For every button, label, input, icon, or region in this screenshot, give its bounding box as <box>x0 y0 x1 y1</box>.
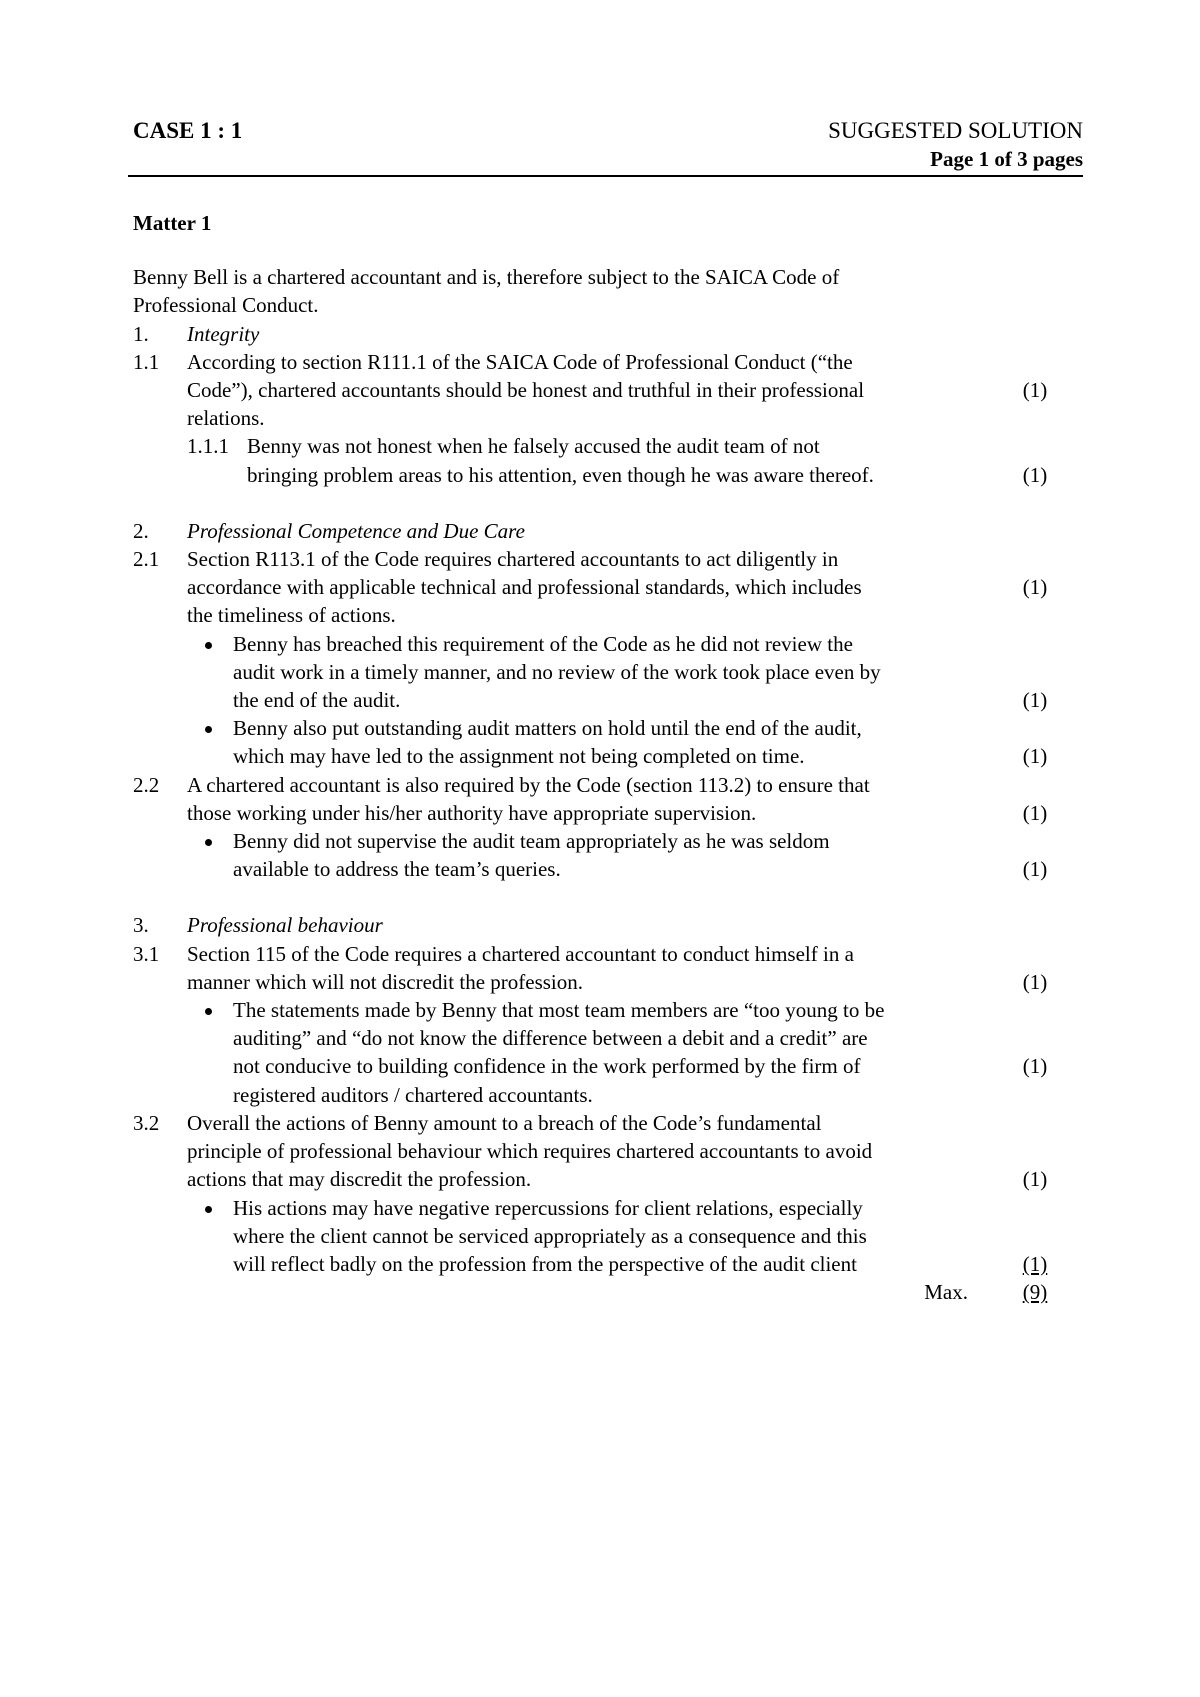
line: His actions may have negative repercussions for client relations, especially <box>233 1195 863 1220</box>
line: Section R113.1 of the Code requires chartered accountants to act diligently in <box>187 547 839 572</box>
line: manner which will not discredit the profession. <box>187 969 583 994</box>
bullet-item <box>133 714 1063 770</box>
paragraph-2-2 <box>133 771 1063 827</box>
paragraph-2-1 <box>133 545 1063 630</box>
mark: (1) <box>1022 800 1048 825</box>
section-number: 1. <box>133 321 149 346</box>
paragraph-1-1-1 <box>133 432 1063 488</box>
line: registered auditors / chartered accountants. <box>233 1082 593 1107</box>
bullet-item <box>133 630 1063 715</box>
intro-paragraph <box>133 263 1063 319</box>
line: where the client cannot be serviced appropriately as a consequence and this <box>233 1223 867 1248</box>
mark: (1) <box>1022 378 1048 403</box>
intro-line: Benny Bell is a chartered accountant and is, therefore subject to the SAICA Code of <box>133 265 840 290</box>
total-label: Max. <box>924 1280 968 1305</box>
line: The statements made by Benny that most team members are “too young to be <box>233 998 885 1023</box>
paragraph-number: 3.1 <box>133 941 160 966</box>
line: Benny has breached this requirement of the Code as he did not review the <box>233 631 853 656</box>
line: the end of the audit. <box>233 688 401 713</box>
line: Code”), chartered accountants should be honest and truthful in their professional <box>187 378 865 403</box>
bullet-item <box>133 996 1063 1109</box>
mark: (1) <box>1022 969 1048 994</box>
mark: (1) <box>1022 857 1048 882</box>
section-title: Integrity <box>187 321 260 346</box>
line: those working under his/her authority have appropriate supervision. <box>187 800 757 825</box>
bullet-icon <box>205 1206 212 1213</box>
bullet-item <box>133 1194 1063 1279</box>
paragraph-3-1 <box>133 940 1063 996</box>
mark: (1) <box>1022 744 1048 769</box>
line: A chartered accountant is also required by the Code (section 113.2) to ensure that <box>187 772 870 797</box>
section-number: 2. <box>133 518 149 543</box>
total-mark-text: (9) <box>1022 1280 1048 1305</box>
paragraph-number: 2.2 <box>133 772 160 797</box>
paragraph-number: 1.1.1 <box>187 434 229 459</box>
bullet-icon <box>205 839 212 846</box>
bullet-icon <box>205 1008 212 1015</box>
section-title: Professional Competence and Due Care <box>187 518 525 543</box>
bullet-item <box>133 827 1063 883</box>
paragraph-number: 2.1 <box>133 547 160 572</box>
paragraph-1-1 <box>133 348 1063 433</box>
solution-body <box>133 209 1063 1306</box>
mark: (1) <box>1022 575 1048 600</box>
line: which may have led to the assignment not being completed on time. <box>233 744 805 769</box>
line: Section 115 of the Code requires a chartered accountant to conduct himself in a <box>187 941 854 966</box>
case-number: CASE 1 : 1 <box>133 118 243 143</box>
total-mark <box>1007 1278 1063 1306</box>
line: Benny was not honest when he falsely accused the audit team of not <box>247 434 820 459</box>
section-number: 3. <box>133 913 149 938</box>
line: Overall the actions of Benny amount to a breach of the Code’s fundamental <box>187 1110 822 1135</box>
matter-heading: Matter 1 <box>133 211 212 235</box>
document-title: SUGGESTED SOLUTION <box>828 118 1083 143</box>
section-heading <box>133 911 1063 939</box>
intro-line: Professional Conduct. <box>133 293 319 318</box>
section-heading <box>133 320 1063 348</box>
section-title: Professional behaviour <box>187 913 383 938</box>
mark: (1) <box>1022 462 1048 487</box>
bullet-icon <box>205 726 212 733</box>
line: bringing problem areas to his attention, even though he was aware thereof. <box>247 462 874 487</box>
line: Benny did not supervise the audit team appropriately as he was seldom <box>233 829 830 854</box>
paragraph-3-2 <box>133 1109 1063 1194</box>
section-heading <box>133 517 1063 545</box>
page-indicator: Page 1 of 3 pages <box>930 147 1083 171</box>
mark <box>1007 1250 1063 1278</box>
line: not conducive to building confidence in the work performed by the firm of <box>233 1054 861 1079</box>
line: accordance with applicable technical and professional standards, which includes <box>187 575 862 600</box>
paragraph-number: 1.1 <box>133 349 160 374</box>
header-divider <box>128 175 1083 177</box>
paragraph-number: 3.2 <box>133 1110 160 1135</box>
line: the timeliness of actions. <box>187 603 396 628</box>
line: According to section R111.1 of the SAICA Code of Professional Conduct (“the <box>187 349 853 374</box>
line: auditing” and “do not know the difference between a debit and a credit” are <box>233 1026 868 1051</box>
line: will reflect badly on the profession from the perspective of the audit client <box>233 1251 857 1276</box>
line: Benny also put outstanding audit matters on hold until the end of the audit, <box>233 716 862 741</box>
bullet-icon <box>205 642 212 649</box>
line: principle of professional behaviour which requires chartered accountants to avoid <box>187 1139 873 1164</box>
line: actions that may discredit the profession. <box>187 1167 532 1192</box>
total-line <box>133 1278 1063 1306</box>
line: audit work in a timely manner, and no review of the work took place even by <box>233 659 881 684</box>
line: relations. <box>187 406 265 431</box>
document-header-right <box>828 117 1083 173</box>
mark-text: (1) <box>1022 1251 1048 1276</box>
mark: (1) <box>1022 1054 1048 1079</box>
mark: (1) <box>1022 1167 1048 1192</box>
line: available to address the team’s queries. <box>233 857 561 882</box>
mark: (1) <box>1022 688 1048 713</box>
